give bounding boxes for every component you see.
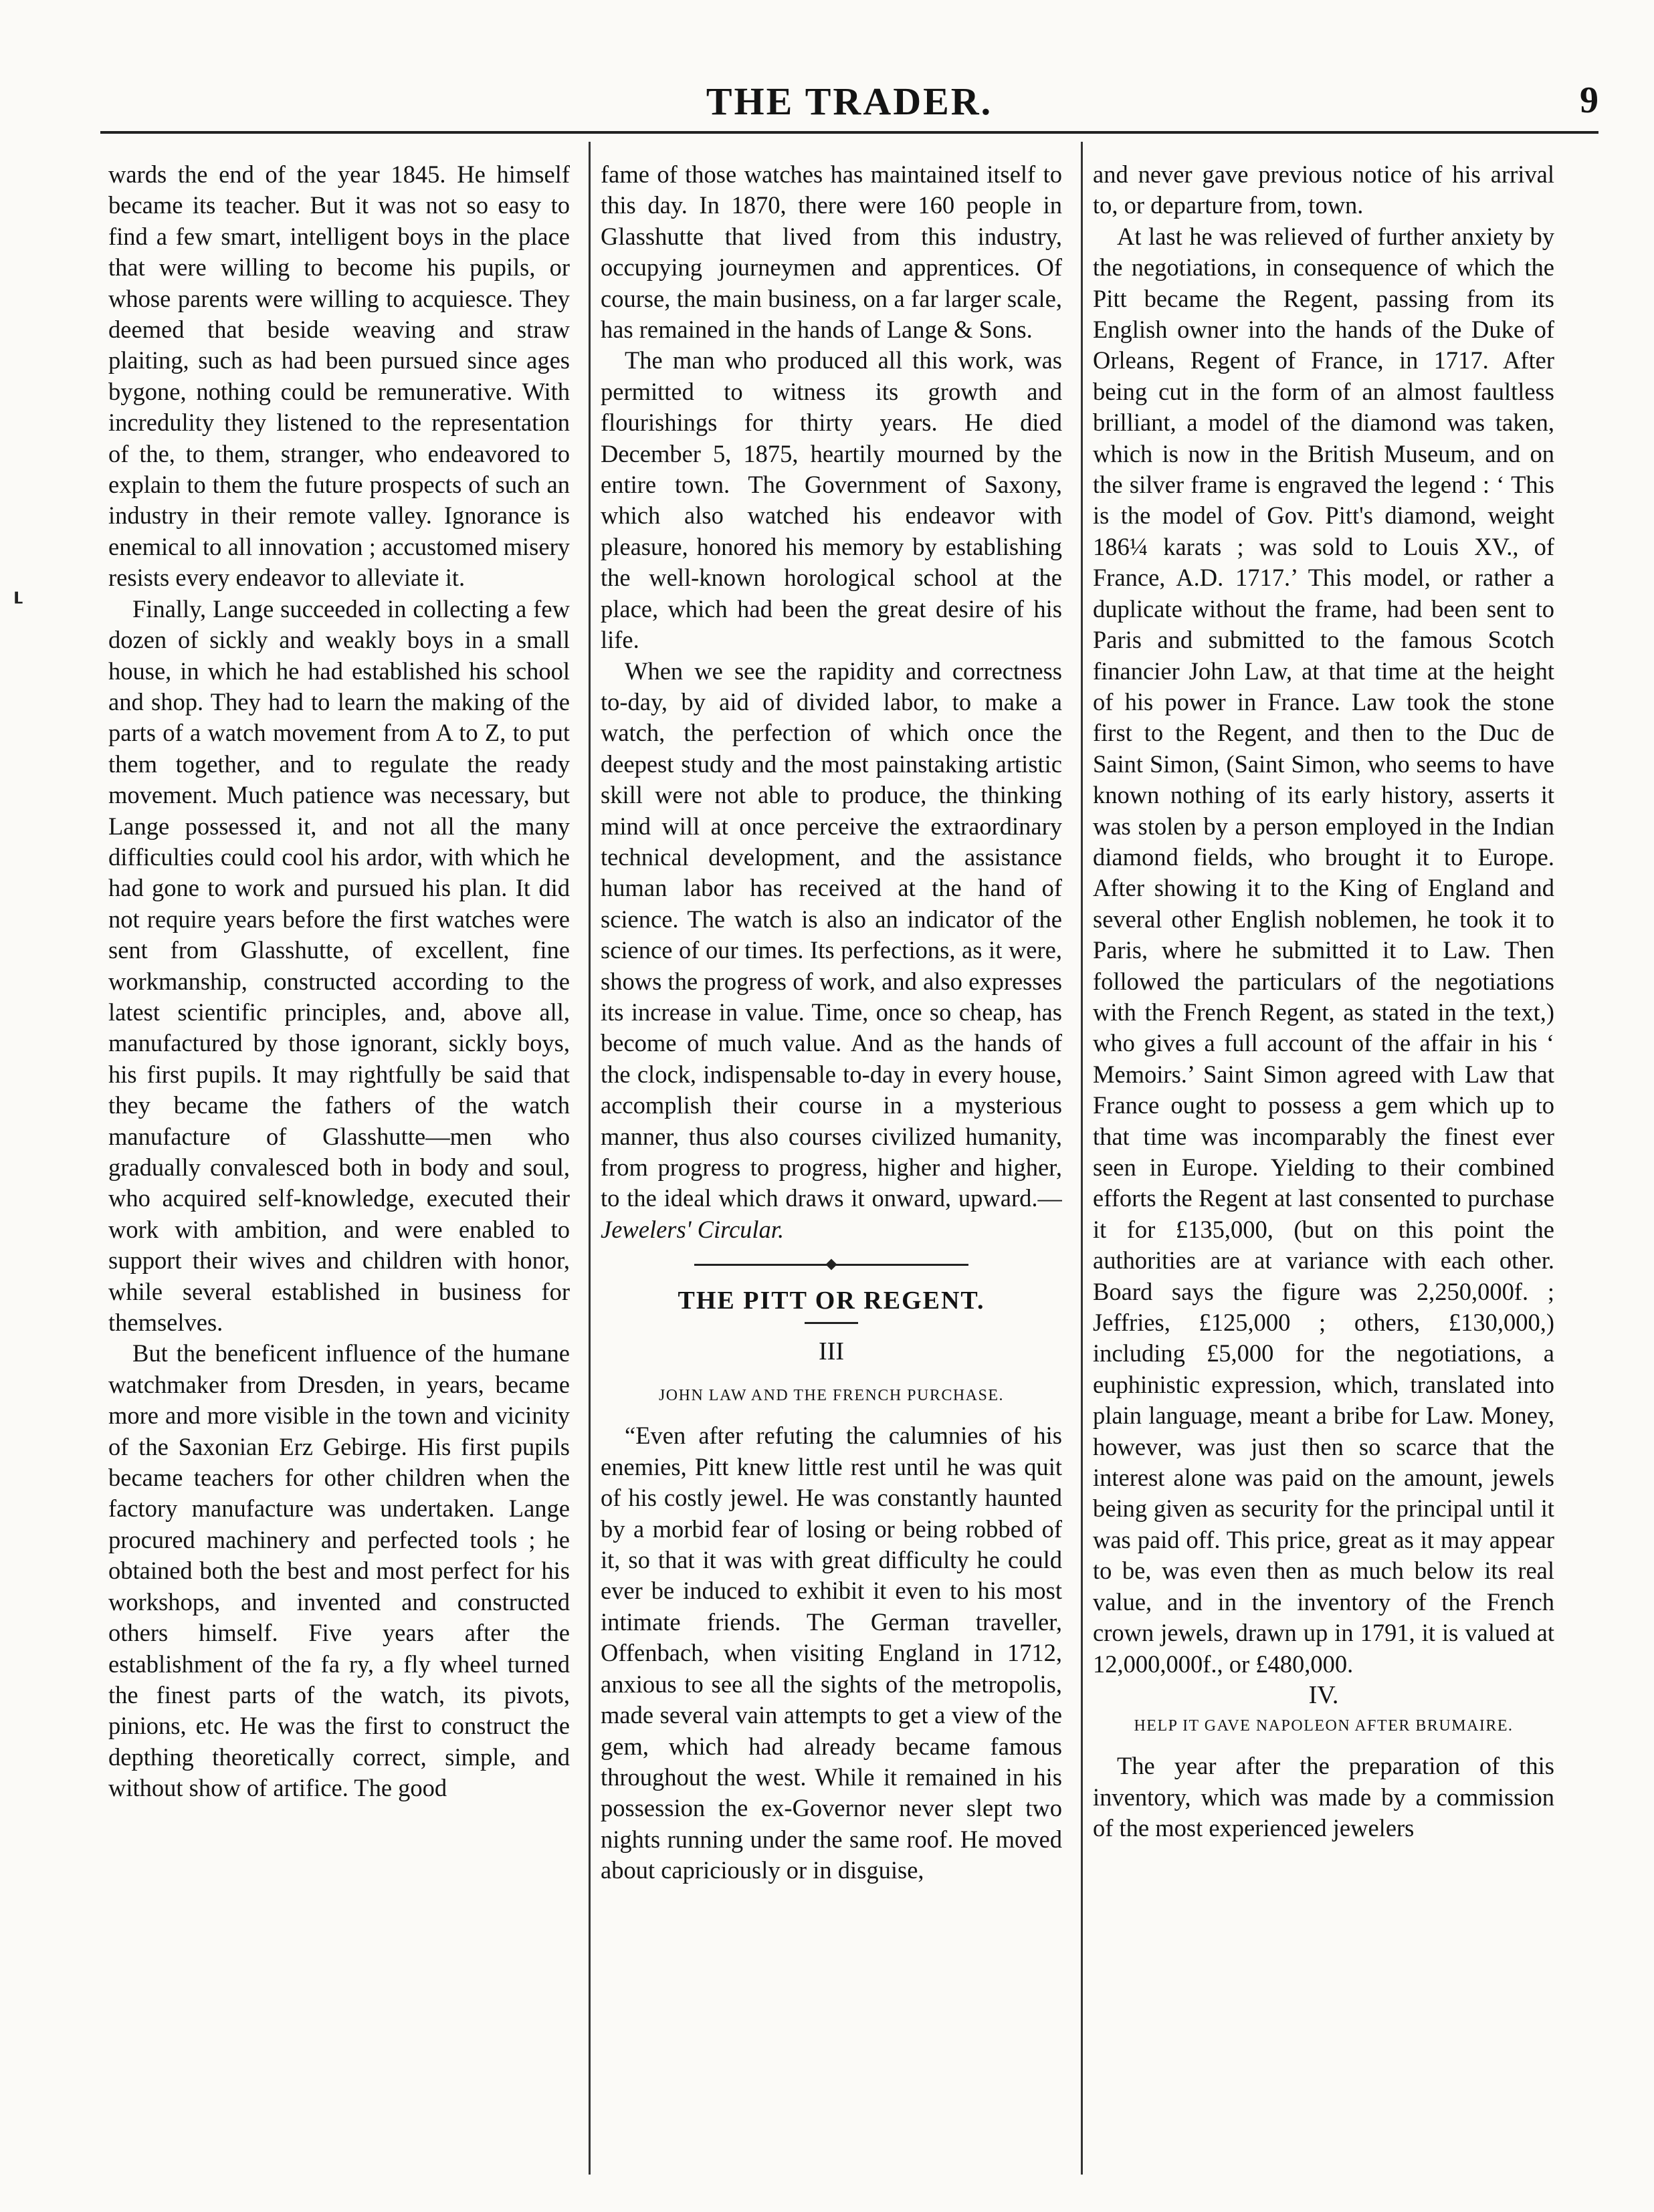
running-title: THE TRADER. xyxy=(706,80,993,123)
paragraph: The year after the preparation of this inventory, which was made by a commission of the most experienced jewelers xyxy=(1093,1752,1554,1842)
article-title: THE PITT OR REGENT. xyxy=(678,1287,985,1315)
paragraph-text: When we see the rapidity and correctness to-day, by aid of divided labor, to make a watch, the perfection of which once the deepest study and the most painstaking artistic skill were not able to produce, the thinking mind will at once perceive the extraordinary technical development, and the assistance human labor has received at the hand of science. The watch is also an indicator of the science of our times. Its perfections, as it were, shows the progress of work, and also expresses its increase in value. Time, once so cheap, has become of much value. And as the hands of the clock, indispensable to-day in every house, accomplish their course in a mysterious manner, thus also courses civilized humanity, from progress to progress, higher and higher, to the ideal which draws it onward, upward.— xyxy=(601,657,1062,1212)
paragraph: At last he was relieved of further anxiety by the negotiations, in consequence of which the Pitt became the Regent, passing from its English owner into the hands of the Duke of Orleans, Regent of France, in 1717. After being cut in the form of an almost faultless brilliant, a model of the diamond was taken, which is now in the British Museum, and on the silver frame is engraved the legend : ‘ This is the model of Gov. Pitt's diamond, weight 186¼ karats ; was sold to Louis XV., of France, A.D. 1717.’ This model, or rather a duplicate without the frame, had been sent to Paris and submitted to the famous Scotch financier John Law, at that time at the height of his power in France. Law took the stone first to the Regent, and then to the Duc de Saint Simon, (Saint Simon, who seems to have known nothing of its early history, asserts it was stolen by a person employed in the Indian diamond fields, who brought it to Europe. After showing it to the King of England and several other English noblemen, he took it to Paris, where he submitted it to Law. Then followed the particulars of the negotiations with the French Regent, as stated in the text,) who gives a full account of the affair in his ‘ Memoirs.’ Saint Simon agreed with Law that France ought to possess a gem which up to that time was incomparably the finest ever seen in Europe. Yielding to their combined efforts the Regent at last consented to purchase it for £135,000, (but on this point the authorities are at variance with each other. Board says the figure was 2,250,000f. ; Jeffries, £125,000 ; others, £130,000,) including £5,000 for the negotiations, a euphinistic expression, which, translated into plain language, meant a bribe for Law. Money, however, was just then so scarce that the interest alone was paid on the amount, jewels being given as security for the principal until it was paid off. This price, great as it may appear to be, was even then as much below its real value, and in the inventory of the French crown jewels, drawn up in 1791, it is valued at 12,000,000f., or £480,000. xyxy=(1093,222,1554,1678)
column-rule-left xyxy=(589,142,591,2175)
margin-mark: ⸤ xyxy=(12,569,25,606)
paragraph: fame of those watches has maintained itself to this day. In 1870, there were 160 people in Glasshutte that lived from this industry, occupying journeymen and apprentices. Of course, the main business, on a far larger scale, has remained in the hands of Lange & Sons. xyxy=(601,160,1062,344)
column-1 xyxy=(108,159,570,2165)
part-subheading: JOHN LAW AND THE FRENCH PURCHASE. xyxy=(658,1387,1005,1405)
page-number: 9 xyxy=(1580,80,1598,121)
paragraph: “Even after refuting the calumnies of his enemies, Pitt knew little rest until he was quit of his costly jewel. He was constantly haunted by a morbid fear of losing or being robbed of it, so that it was with great difficulty he could ever be induced to exhibit it even to his most intimate friends. The German traveller, Offenbach, when visiting England in 1712, anxious to see all the sights of the metropolis, made several vain attempts to get a view of the gem, which had already became famous throughout the west. While it remained in his possession the ex-Governor never slept two nights running under the same roof. He moved about capriciously or in disguise, xyxy=(601,1422,1062,1884)
paragraph: But the beneficent influence of the humane watchmaker from Dresden, in years, became more and more visible in the town and vicinity of the Saxonian Erz Gebirge. His first pupils became teachers for other children when the factory manufacture was undertaken. Lange procured machinery and perfected tools ; he obtained both the best and most perfect for his workshops, and invented and constructed others himself. Five years after the establishment of the fa ry, a fly wheel turned the finest parts of the watch, its pivots, pinions, etc. He was the first to construct the depthing theoretically correct, simple, and without show of artifice. The good xyxy=(108,1339,570,1802)
part-numeral: III xyxy=(819,1337,844,1365)
section-divider xyxy=(601,1254,1062,1275)
paragraph: and never gave previous notice of his arrival to, or departure from, town. xyxy=(1093,160,1554,219)
page-header xyxy=(100,79,1598,146)
part-numeral: IV. xyxy=(1308,1680,1339,1709)
header-rule xyxy=(100,131,1598,134)
column-rule-right xyxy=(1081,142,1083,2175)
part-subheading: HELP IT GAVE NAPOLEON AFTER BRUMAIRE. xyxy=(1134,1717,1514,1735)
paragraph xyxy=(601,656,1062,1246)
paragraph: wards the end of the year 1845. He himself became its teacher. But it was not so easy to find a few smart, intelligent boys in the place that were willing to become his pupils, or whose parents were willing to acquiesce. They deemed that beside weaving and straw plaiting, such as had been pursued since ages bygone, nothing could be remunerative. With incredulity they listened to the representation of the, to them, stranger, who endeavored to explain to them the future prospects of such an industry in their remote valley. Ignorance is enemical to all innovation ; accustomed misery resists every endeavor to alleviate it. xyxy=(108,160,570,592)
title-rule xyxy=(805,1322,858,1324)
paragraph: Finally, Lange succeeded in collecting a few dozen of sickly and weakly boys in a small house, in which he had established his school and shop. They had to learn the making of the parts of a watch movement from A to Z, to put them together, and to regulate the ready movement. Much patience was necessary, but Lange possessed it, and not all the many difficulties could cool his ardor, with which he had gone to work and pursued his plan. It did not require years before the first watches were sent from Glasshutte, of excellent, fine workmanship, constructed according to the latest scientific principles, and, above all, manufactured by those ignorant, sickly boys, his first pupils. It may rightfully be said that they became the fathers of the watch manufacture of Glasshutte—men who gradually convalesced both in body and soul, who acquired self-knowledge, executed their work with ambition, and were enabled to support their wives and children with honor, while several established in business for themselves. xyxy=(108,594,570,1337)
paragraph: The man who produced all this work, was permitted to witness its growth and flourishings for thirty years. He died December 5, 1875, heartily mourned by the entire town. The Government of Saxony, which also watched his endeavor with pleasure, honored his memory by establishing the well-known horological school at the place, which had been the great desire of his life. xyxy=(601,346,1062,654)
column-2 xyxy=(601,159,1062,2165)
source-credit: Jewelers' Circular. xyxy=(601,1215,785,1243)
column-3 xyxy=(1093,159,1554,2165)
